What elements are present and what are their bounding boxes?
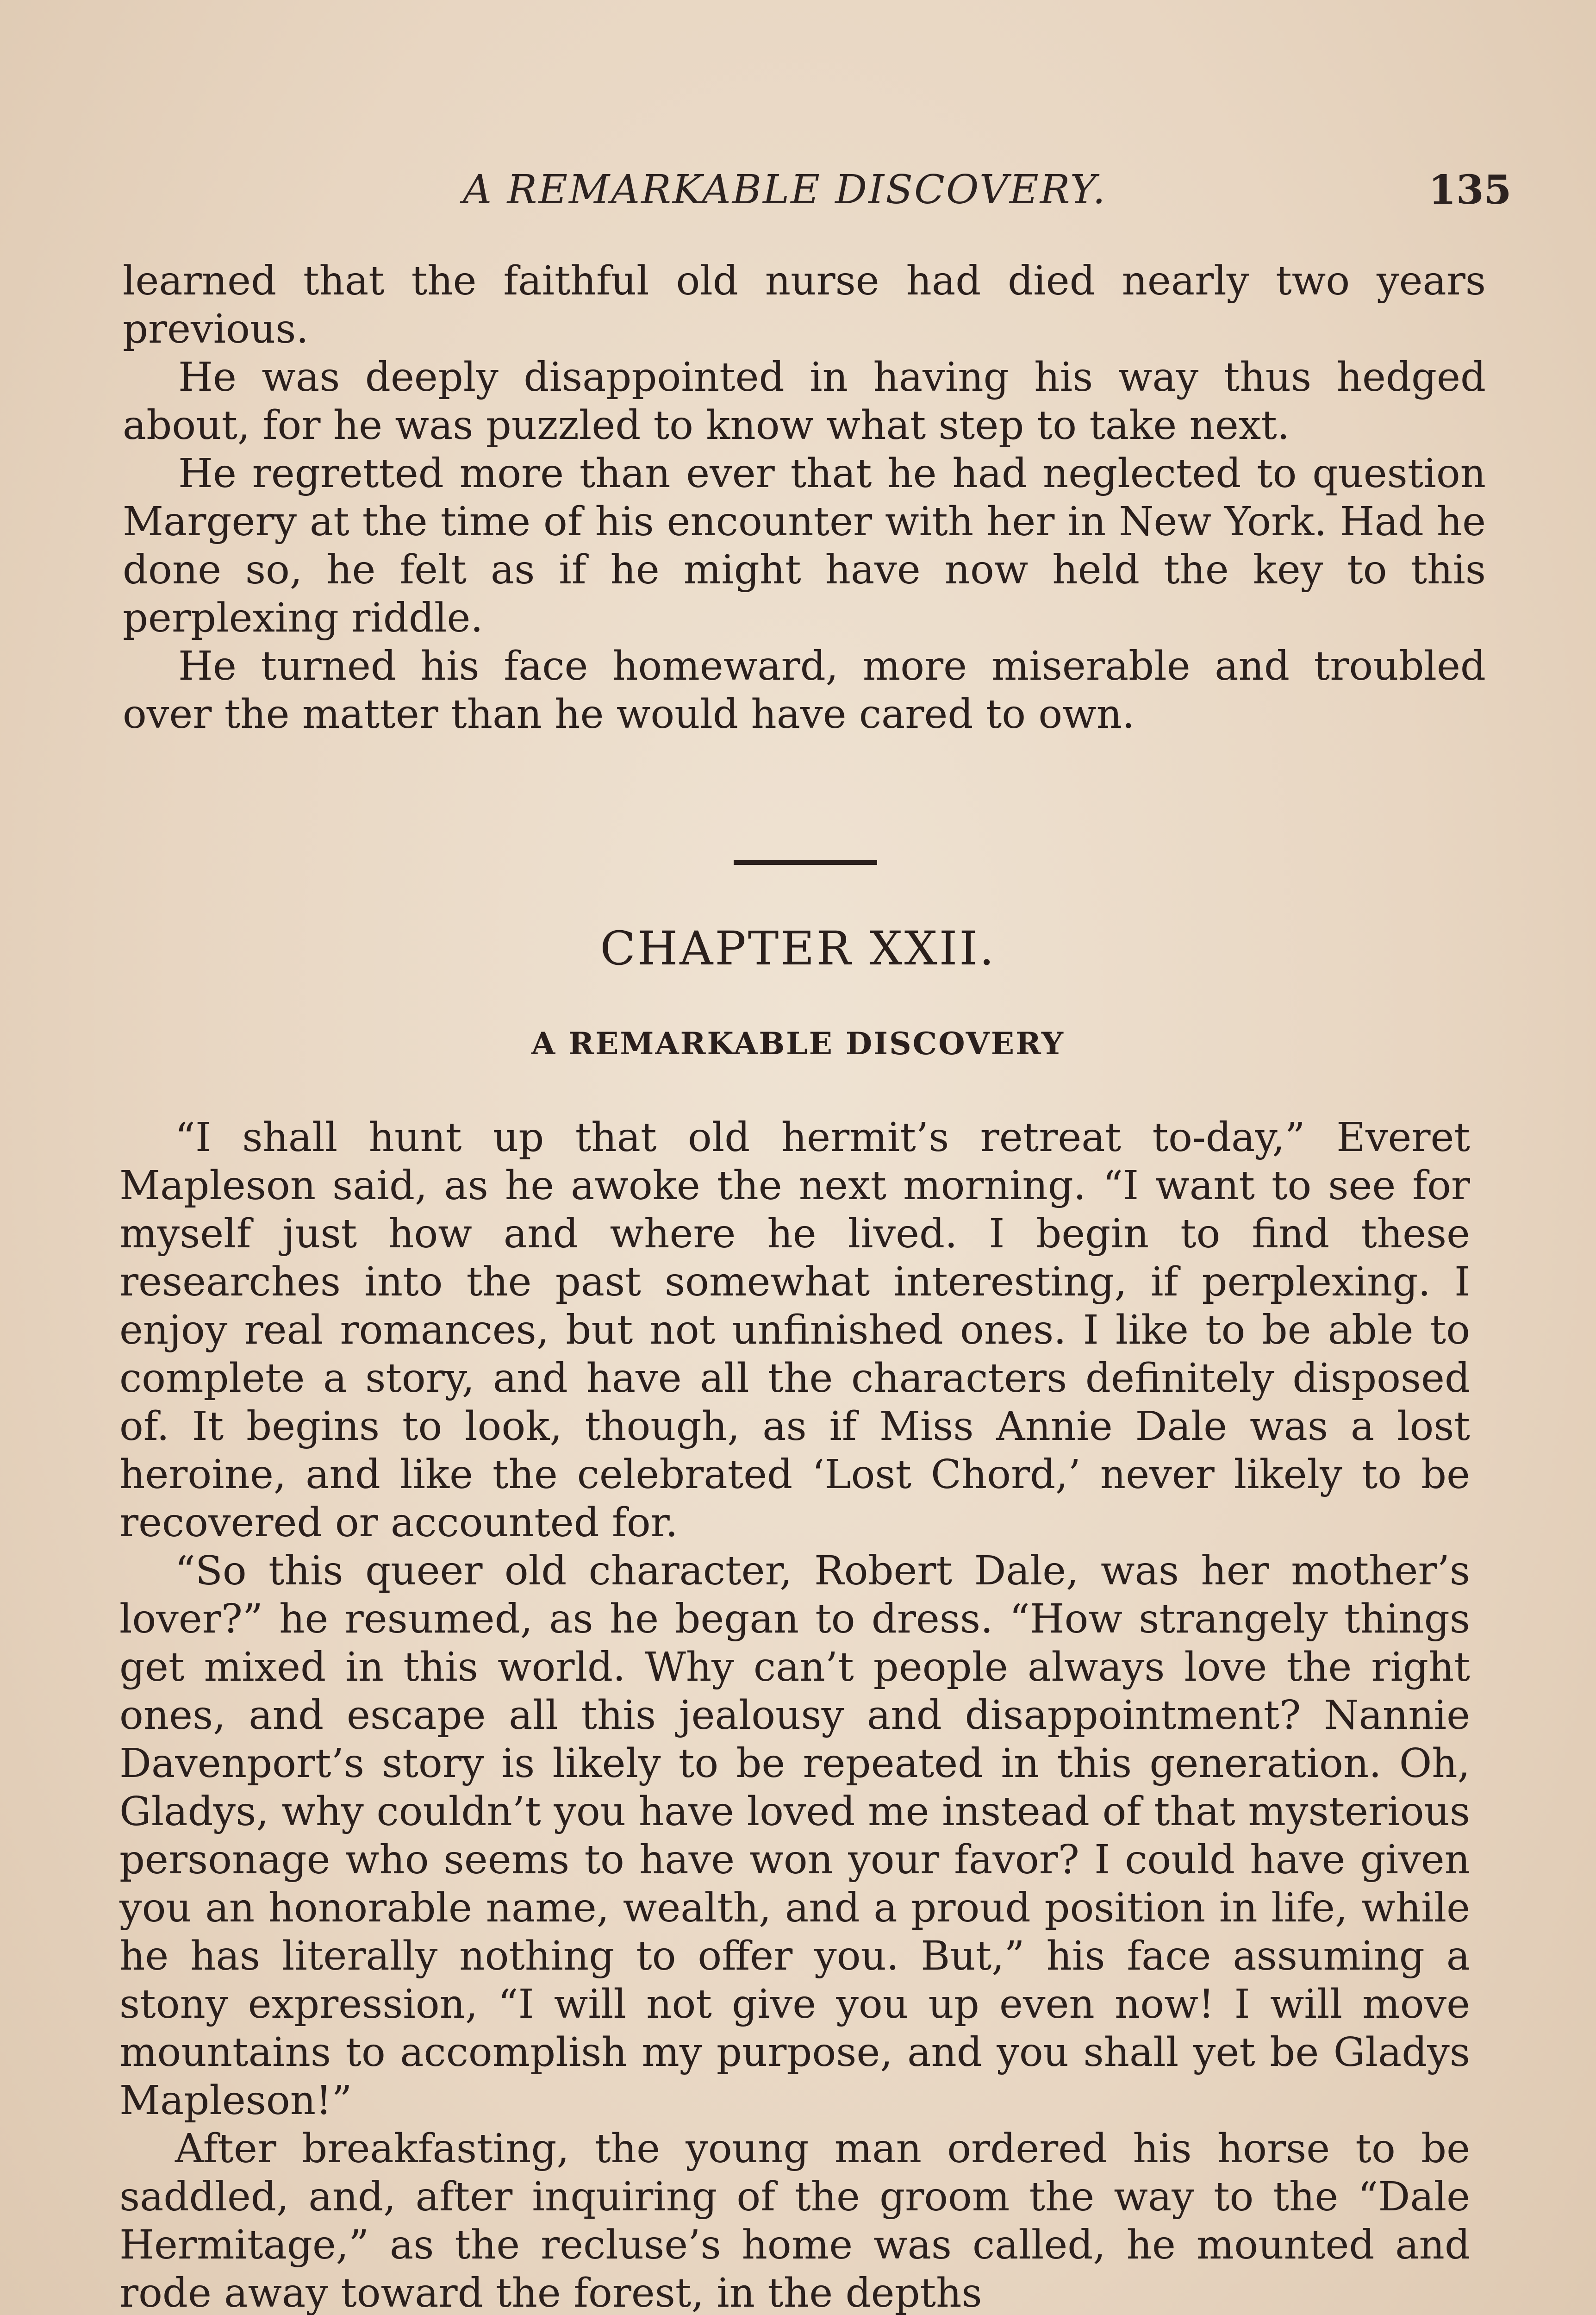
chapter-body xyxy=(119,1114,1470,2315)
paragraph: He regretted more than ever that he had neglected to question Margery at the time of his encounter with her in New York. Had he done so, he felt as if he might have now held the key to this perplexing riddle. xyxy=(123,450,1486,641)
paragraph: He turned his face homeward, more miserable and troubled over the matter than he would have cared to own. xyxy=(123,643,1486,738)
paragraph: He was deeply disappointed in having his way thus hedged about, for he was puzzled to know what step to take next. xyxy=(123,354,1486,449)
chapter-subtitle: A REMARKABLE DISCOVERY xyxy=(531,1026,1065,1062)
paragraph: learned that the faithful old nurse had died nearly two years previous. xyxy=(123,258,1486,352)
page-number: 135 xyxy=(1428,167,1512,213)
previous-chapter-ending xyxy=(123,257,1486,738)
paragraph: “So this queer old character, Robert Dale, was her mother’s lover?” he resumed, as he began to dress. “How strangely things get mixed in this world. Why can’t people always love the right ones, and escape all this jealousy and disappointment? Nannie Davenport’s story is likely to be repeated in this generation. Oh, Gladys, why couldn’t you have loved me instead of that mysterious personage who seems to have won your favor? I could have given you an honorable name, wealth, and a proud position in life, while he has literally nothing to offer you. But,” his face assuming a stony expression, “I will not give you up even now! I will move mountains to accomplish my purpose, and you shall yet be Gladys Mapleson!” xyxy=(119,1548,1470,2124)
running-header-title: A REMARKABLE DISCOVERY. xyxy=(463,167,1107,213)
chapter-title: CHAPTER XXII. xyxy=(600,921,996,976)
paragraph: “I shall hunt up that old hermit’s retreat to-day,” Everet Mapleson said, as he awoke the next morning. “I want to see for myself just how and where he lived. I begin to find these researches into the past somewhat interesting, if perplexing. I enjoy real romances, but not unfinished ones. I like to be able to complete a story, and have all the characters definitely disposed of. It begins to look, though, as if Miss Annie Dale was a lost heroine, and like the celebrated ‘Lost Chord,’ never likely to be recovered or accounted for. xyxy=(119,1114,1470,1546)
paragraph: After breakfasting, the young man ordered his horse to be saddled, and, after inquiring of the groom the way to the “Dale Hermitage,” as the recluse’s home was called, he mounted and rode away toward the forest, in the depths xyxy=(119,2126,1470,2315)
section-divider xyxy=(734,860,877,865)
